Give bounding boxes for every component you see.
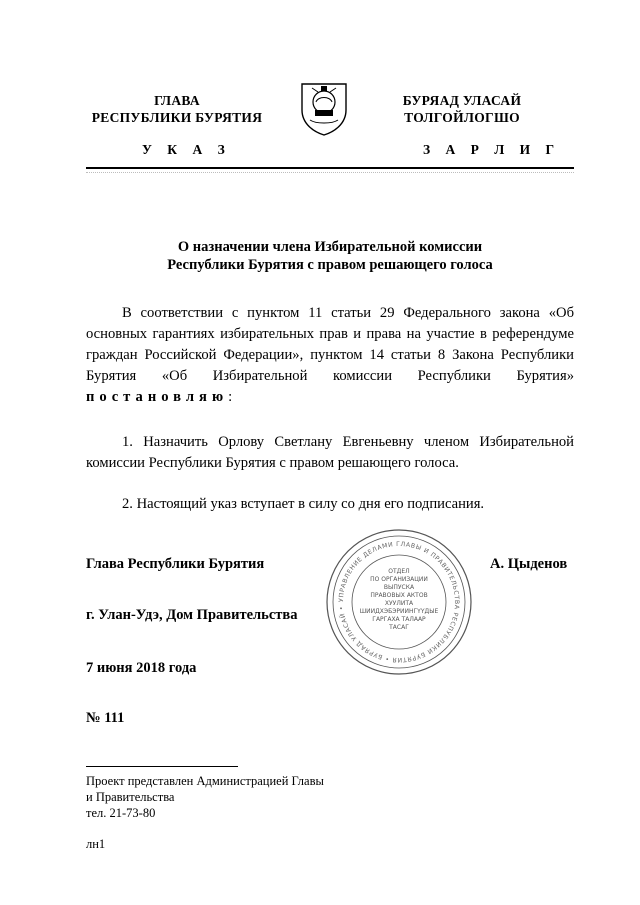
official-stamp	[324, 527, 474, 677]
svg-text:ПРАВОВЫХ АКТОВ: ПРАВОВЫХ АКТОВ	[370, 592, 428, 599]
issuer-bua-line1: БУРЯАД УЛАСАЙ	[402, 93, 522, 108]
coat-of-arms-icon	[298, 80, 350, 136]
decree-word: постановляю	[86, 389, 229, 405]
footer-line1: Проект представлен Администрацией Главы	[86, 774, 324, 788]
svg-text:ГАРГАХА ТАЛААР: ГАРГАХА ТАЛААР	[372, 616, 426, 623]
item-2: 2. Настоящий указ вступает в силу со дня его подписания.	[122, 496, 485, 512]
issuer-bua-line2: ТОЛГОЙЛОГШО	[404, 110, 520, 125]
svg-text:ХУУЛИТА: ХУУЛИТА	[384, 600, 414, 607]
svg-text:ОТДЕЛ: ОТДЕЛ	[388, 568, 410, 575]
item-1: 1. Назначить Орлову Светлану Евгеньевну членом Избирательной комиссии Республики Бурятия с правом решающего голоса.	[86, 434, 574, 471]
preamble-paragraph	[86, 303, 574, 408]
title-line2: Республики Бурятия с правом решающего голоса	[167, 257, 493, 273]
document-number: № 111	[86, 710, 125, 726]
footer-line2: и Правительства	[86, 790, 175, 804]
signing-place: г. Улан-Удэ, Дом Правительства	[86, 607, 298, 623]
header-rule	[86, 167, 574, 169]
issuer-ru-line2b: РЕСПУБЛИКИ БУРЯТИЯ	[91, 110, 263, 125]
decree-colon: :	[228, 389, 233, 405]
svg-text:ПО ОРГАНИЗАЦИИ: ПО ОРГАНИЗАЦИИ	[370, 576, 428, 583]
footer-rule	[86, 766, 238, 767]
footer-line3: тел. 21-73-80	[86, 806, 156, 820]
preamble-text: В соответствии с пунктом 11 статьи 29 Федерального закона «Об основных гарантиях избирательных прав и права на участие в референдуме граждан Российской Федерации», пунктом 14 статьи 8 Закона Республики Бурятия «Об Избирательной комиссии Республики Бурятия»	[86, 305, 574, 384]
issuer-bua	[388, 92, 536, 126]
svg-text:ШИИДХЭБЭРИИНГҮҮДЫЕ: ШИИДХЭБЭРИИНГҮҮДЫЕ	[359, 608, 439, 615]
document-title	[86, 238, 574, 274]
footer-note	[86, 773, 386, 821]
footer-code: лн1	[86, 837, 106, 851]
svg-text:ТАСАГ: ТАСАГ	[389, 624, 409, 631]
signing-date: 7 июня 2018 года	[86, 660, 197, 676]
signatory-position: Глава Республики Бурятия	[86, 556, 265, 572]
title-line1: О назначении члена Избирательной комиссии	[177, 239, 483, 255]
svg-text:ВЫПУСКА: ВЫПУСКА	[383, 584, 415, 591]
signatory-name: А. Цыденов	[490, 556, 568, 572]
doc-type-bua: З А Р Л И Г	[423, 142, 561, 157]
doc-type-ru: У К А З	[142, 142, 231, 157]
header-dotted-line	[86, 172, 574, 174]
issuer-ru-line1: ГЛАВА	[154, 93, 200, 108]
issuer-ru	[84, 92, 270, 126]
svg-text:УПРАВЛЕНИЕ ДЕЛАМИ ГЛАВЫ И ПРАВ: УПРАВЛЕНИЕ ДЕЛАМИ ГЛАВЫ И ПРАВИТЕЛЬСТВА РЕСПУБЛИКИ БУРЯТИЯ • БУРЯАД УЛАСАЙ •	[337, 540, 461, 664]
